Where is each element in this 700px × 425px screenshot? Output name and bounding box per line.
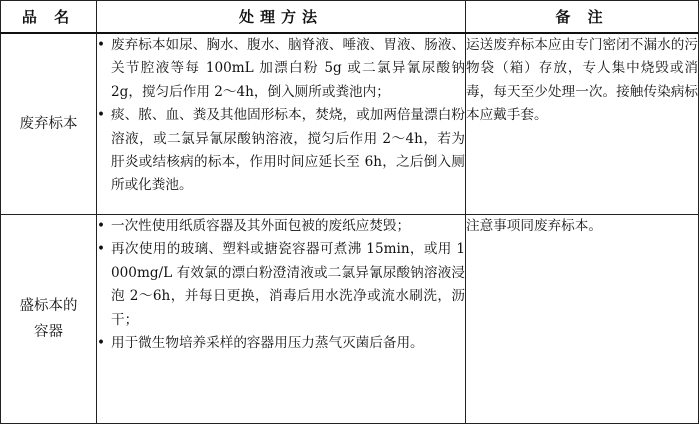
- method-text: 用于微生物培养采样的容器用压力蒸气灭菌后备用。: [111, 335, 424, 352]
- method-list: [97, 34, 465, 198]
- item-name-line: 盛标本的: [19, 298, 78, 314]
- item-name-cell: [1, 215, 97, 424]
- header-note: 备 注: [466, 1, 699, 34]
- method-cell: [97, 215, 466, 424]
- method-item: [97, 215, 465, 238]
- method-text: 一次性使用纸质容器及其外面包被的废纸应焚毁；: [111, 218, 411, 234]
- bullet-icon: •: [97, 241, 106, 258]
- item-name-line: 废弃标本: [19, 116, 78, 132]
- note-text: 运送废弃标本应由专门密闭不漏水的污物袋（箱）存放，专人集中烧毁或消毒，每天至少处理一次。接触传染病标本应戴手套。: [466, 37, 698, 124]
- method-text: 痰、脓、血、粪及其他固形标本，焚烧，或加两倍量漂白粉溶液，或二氯异氰尿酸钠溶液，搅匀后作用 2～4h，若为肝炎或结核病的标本，作用时间应延长至 6h，之后倒入厕所或化粪池。: [111, 107, 465, 194]
- method-list: [97, 215, 465, 355]
- method-cell: [97, 33, 466, 215]
- table-row: [1, 215, 699, 424]
- table-row: [1, 33, 699, 215]
- note-cell: [466, 33, 699, 215]
- note-text: 注意事项同废弃标本。: [466, 218, 602, 234]
- method-item: [97, 104, 465, 198]
- table-header-row: [1, 1, 699, 34]
- item-name-cell: [1, 33, 97, 215]
- bullet-icon: •: [97, 335, 106, 352]
- header-method: 处理方法: [97, 1, 466, 34]
- method-text: 再次使用的玻璃、塑料或搪瓷容器可煮沸 15min，或用 1 000mg/L 有效氯的漂白粉澄清液或二氯异氰尿酸钠溶液浸泡 2～6h，并每日更换，消毒后用水洗净或流水刷洗，沥干；: [111, 241, 465, 328]
- bullet-icon: •: [97, 218, 106, 234]
- bullet-icon: •: [97, 107, 106, 124]
- method-item: [97, 332, 465, 355]
- bullet-icon: •: [97, 37, 106, 53]
- item-name-line: 容器: [34, 324, 63, 340]
- method-text: 废弃标本如尿、胸水、腹水、脑脊液、唾液、胃液、肠液、关节腔液等每 100mL 加漂白粉 5g 或二氯异氰尿酸钠 2g，搅匀后作用 2～4h，倒入厕所或粪池内；: [111, 37, 465, 100]
- method-item: [97, 238, 465, 332]
- note-cell: [466, 215, 699, 424]
- method-item: [97, 34, 465, 104]
- header-item-name: 品 名: [1, 1, 97, 34]
